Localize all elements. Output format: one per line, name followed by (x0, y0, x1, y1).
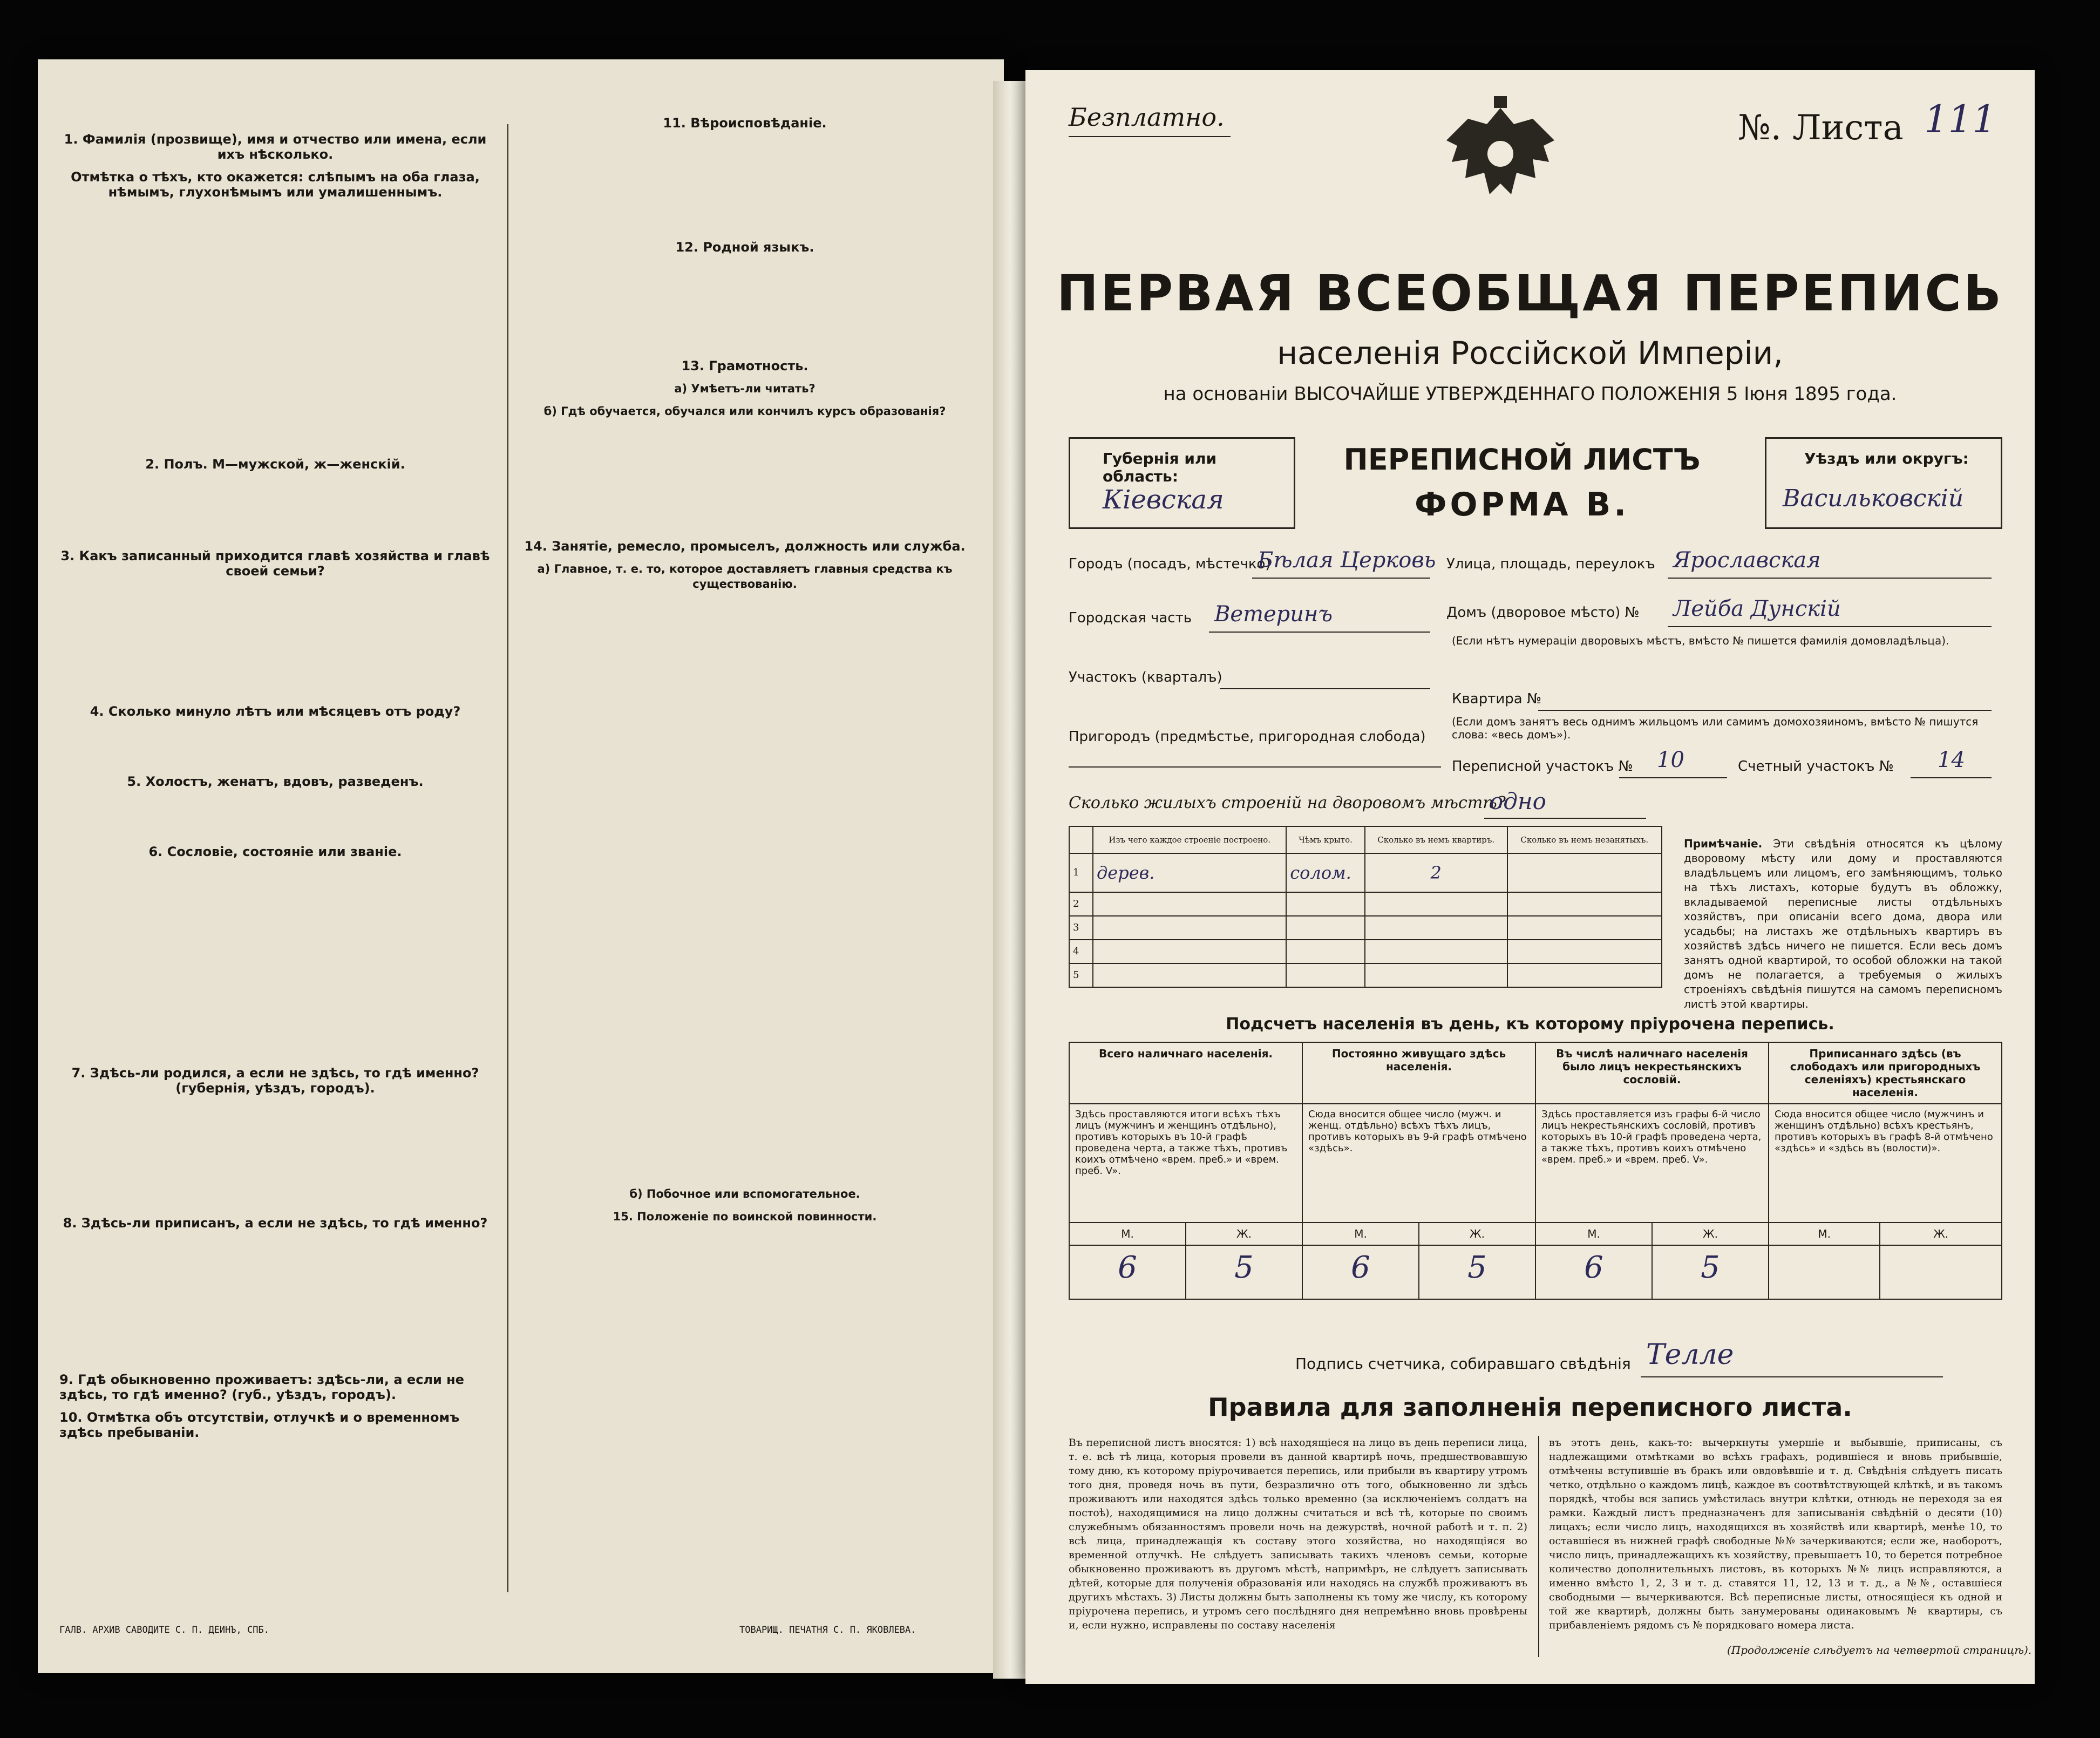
col-roof: Чѣмъ крыто. (1286, 826, 1365, 853)
male-header: М. (1769, 1223, 1880, 1245)
form-title: ПЕРЕПИСНОЙ ЛИСТЪ (1343, 443, 1701, 477)
note-title: Примѣчаніе. (1684, 837, 1763, 850)
heading-2: 2. Полъ. М—мужской, ж—женскій. (145, 457, 405, 472)
heading-4: 4. Сколько минуло лѣтъ или мѣсяцевъ отъ роду? (90, 704, 461, 719)
uninhabited-cell[interactable] (1507, 940, 1662, 963)
pop-value[interactable]: 5 (1186, 1245, 1302, 1299)
right-page-census-form (1025, 70, 2035, 1684)
heading-13b: б) Гдѣ обучается, обучался или кончилъ курсъ образованія? (543, 405, 946, 418)
field-underline (1209, 632, 1430, 633)
heading-9: 9. Гдѣ обыкновенно проживаетъ: здѣсь-ли, а если не здѣсь, то гдѣ именно? (губ., уѣздъ, городъ). (59, 1372, 465, 1402)
field-underline (1668, 578, 1992, 579)
heading-1b: Отмѣтка о тѣхъ, кто окажется: слѣпымъ на оба глаза, нѣмымъ, глухонѣмымъ или умалишеннымъ. (71, 169, 480, 200)
instructions-column-2 (524, 108, 966, 1581)
heading-8: 8. Здѣсь-ли приписанъ, а если не здѣсь, то гдѣ именно? (63, 1216, 488, 1231)
heading-11: 11. Вѣроисповѣданіе. (663, 116, 827, 131)
note-text: Эти свѣдѣнія относятся къ цѣлому дворовому мѣсту или дому и проставляются владѣльцемъ или лицомъ, его замѣняющимъ, только на тѣхъ листахъ, которые будутъ въ обложку, вкладываемой переписные листы отдѣльныхъ хозяйствъ, при описаніи всего дома, двора или усадьбы; на листахъ же отдѣльныхъ квартиръ въ хозяйствѣ здѣсь ничего не пишется. Если весь домъ занятъ одной квартирой, то особой обложки на такой домъ не полагается, а требуемыя о жилыхъ строеніяхъ свѣдѣнія пишутся на самомъ переписномъ листѣ этой квартиры. (1684, 837, 2002, 1010)
pop-value[interactable]: 6 (1302, 1245, 1419, 1299)
rules-title: Правила для заполненія переписного листа. (1208, 1393, 1852, 1422)
col-material: Изъ чего каждое строеніе построено. (1093, 826, 1286, 853)
pop-col3-text: Здѣсь проставляется изъ графы 6-й число лицъ некрестьянскихъ сословій, противъ которыхъ въ 10-й графѣ проведена черта, а также тѣхъ, противъ коихъ отмѣчено «врем. преб.» и «врем. преб. V». (1535, 1104, 1769, 1223)
province-box (1069, 437, 1295, 529)
roof-cell[interactable] (1286, 963, 1365, 987)
field-underline (1069, 766, 1441, 768)
instructions-column-1 (59, 124, 491, 1581)
row-number: 5 (1069, 963, 1093, 987)
precinct-label: Участокъ (кварталъ) (1069, 669, 1222, 685)
pop-col4-text: Сюда вносится общее число (мужчинъ и женщинъ отдѣльно) всѣхъ крестьянъ, противъ которыхъ въ графѣ 8-й отмѣчено «здѣсь» и «здѣсь въ (волости)». (1769, 1104, 2002, 1223)
district-value[interactable]: Васильковскій (1783, 485, 1964, 512)
inhabited-cell[interactable] (1365, 916, 1507, 940)
roof-cell[interactable] (1286, 940, 1365, 963)
city-label: Городъ (посадъ, мѣстечко) (1069, 556, 1271, 572)
continued-note: (Продолженіе слѣдуетъ на четвертой страницѣ). (1727, 1644, 2032, 1656)
street-label: Улица, площадь, переулокъ (1446, 556, 1655, 572)
inhabited-cell[interactable] (1365, 963, 1507, 987)
field-underline (1619, 777, 1727, 778)
city-part-label: Городская часть (1069, 610, 1192, 626)
pop-value[interactable]: 5 (1652, 1245, 1769, 1299)
heading-3: 3. Какъ записанный приходится главѣ хозяйства и главѣ своей семьи? (60, 548, 490, 579)
buildings-note (1684, 837, 2002, 1011)
field-underline (1911, 777, 1992, 778)
field-underline (1220, 688, 1430, 689)
province-label: Губернія или область: (1103, 450, 1217, 485)
signature-line (1641, 1376, 1943, 1377)
row-number: 3 (1069, 916, 1093, 940)
buildings-table (1069, 826, 1662, 988)
buildings-answer[interactable]: одно (1490, 788, 1546, 814)
free-label: Безплатно. (1069, 103, 1225, 132)
page-title: ПЕРВАЯ ВСЕОБЩАЯ ПЕРЕПИСЬ (1056, 264, 2004, 322)
sheet-number-value: 111 (1924, 97, 1996, 141)
material-cell[interactable] (1093, 892, 1286, 916)
house-note: (Если нѣтъ нумераціи дворовыхъ мѣстъ, вмѣсто № пишется фамилія домовладѣльца). (1452, 634, 1949, 647)
rules-right-column: въ этотъ день, какъ-то: вычеркнуты умершіе и выбывшіе, приписаны, съ надлежащими отмѣтками во всѣхъ графахъ, родившіеся и вновь прибывшіе, отмѣчены вступившіе въ бракъ или овдовѣвшіе и т. д. Свѣдѣнія слѣдуетъ писать четко, отдѣльно о каждомъ лицѣ, каждое въ соотвѣтствующей клѣткѣ, и въ такомъ порядкѣ, чтобы вся запись умѣстилась внутри клѣтки, отнюдь не переходя за ея рамки. Каждый листъ предназначенъ для записыванія свѣдѣній о десяти (10) лицахъ; если число лицъ, находящихся въ хозяйствѣ или квартирѣ, менѣе 10, то оставшіеся въ нижней графѣ свободные №№ зачеркиваются; если же, наоборотъ, число лицъ, принадлежащихъ къ хозяйству, превышаетъ 10, то берется потребное количество дополнительныхъ листовъ, въ которыхъ №№ лицъ исправляются, а именно вмѣсто 1, 2, 3 и т. д. ставятся 11, 12, 13 и т. д., а №№, оставшіеся свободными — вычеркиваются. Всѣ переписные листы, относящіеся къ одной и той же квартирѣ, должны быть занумерованы одинаковымъ № квартиры, съ прибавленіемъ рядомъ съ № порядковаго номера листа. (1549, 1437, 2002, 1631)
heading-7: 7. Здѣсь-ли родился, а если не здѣсь, то гдѣ именно? (губернія, уѣздъ, городъ). (71, 1065, 479, 1096)
field-underline (1484, 818, 1646, 819)
census-district-label: Переписной участокъ № (1452, 758, 1633, 775)
heading-6: 6. Сословіе, состояніе или званіе. (148, 844, 402, 859)
male-header: М. (1302, 1223, 1419, 1245)
body-text (59, 204, 491, 219)
inhabited-cell[interactable] (1365, 940, 1507, 963)
count-district-label: Счетный участокъ № (1738, 758, 1894, 775)
heading-13a: а) Умѣетъ-ли читать? (674, 382, 815, 395)
form-letter: ФОРМА В. (1414, 486, 1630, 524)
legal-basis: на основаніи ВЫСОЧАЙШЕ УТВЕРЖДЕННАГО ПОЛОЖЕНІЯ 5 Іюня 1895 года. (1163, 383, 1897, 405)
female-header: Ж. (1880, 1223, 2002, 1245)
row-number: 1 (1069, 853, 1093, 892)
district-box (1765, 437, 2002, 529)
rules-left-column: Въ переписной листъ вносятся: 1) всѣ находящіеся на лицо въ день переписи лица, т. е. всѣ тѣ лица, которыя провели въ данной квартирѣ ночь, предшествовавшую тому дню, къ которому пріурочивается перепись, или прибыли въ квартиру утромъ того дня, проведя ночь въ пути, безразлично отъ того, обыкновенно ли здѣсь проживаютъ или находятся здѣсь только временно (за исключеніемъ солдатъ на постоѣ), находящимися на лицо должны считаться и всѣ тѣ, которые по своимъ служебнымъ обязанностямъ провели ночь на дежурствѣ, ночной работѣ и т. п. 2) всѣ лица, принадлежащія къ составу этого хозяйства, но находящіяся во временной отлучкѣ. Не слѣдуетъ записывать такихъ членовъ семьи, которые обыкновенно проживаютъ въ другомъ мѣстѣ, напримѣръ, не слѣдуетъ записывать дѣтей, которые для полученія образованія или находясь на службѣ проживаютъ въ другихъ мѣстахъ. 3) Листы должны быть заполнены къ тому же числу, къ которому пріурочена перепись, и утромъ сего послѣдняго дня непремѣнно вновь провѣрены и, если нужно, исправлены по составу населенія (1069, 1437, 1527, 1631)
row-number: 2 (1069, 892, 1093, 916)
pop-col1-head: Всего наличнаго населенія. (1069, 1042, 1302, 1104)
city-value[interactable]: Бѣлая Церковь (1258, 548, 1436, 573)
heading-14b: б) Побочное или вспомогательное. (629, 1187, 860, 1200)
sheet-number-label: №. Листа (1738, 108, 1904, 148)
imperial-eagle-emblem (1436, 92, 1565, 216)
pop-col2-head: Постоянно живущаго здѣсь населенія. (1302, 1042, 1535, 1104)
female-header: Ж. (1186, 1223, 1302, 1245)
material-cell[interactable]: дерев. (1093, 853, 1286, 892)
column-divider (507, 124, 508, 1592)
material-cell[interactable] (1093, 963, 1286, 987)
buildings-question: Сколько жилыхъ строеній на дворовомъ мѣстѣ? (1069, 793, 1506, 812)
pop-value[interactable]: 5 (1419, 1245, 1535, 1299)
page-subtitle: населенія Россійской Имперіи, (1277, 335, 1783, 371)
census-district-value[interactable]: 10 (1657, 748, 1684, 772)
female-header: Ж. (1419, 1223, 1535, 1245)
col-inhabited: Сколько въ немъ квартиръ. (1365, 826, 1507, 853)
pop-value[interactable] (1769, 1245, 1880, 1299)
uninhabited-cell[interactable] (1507, 916, 1662, 940)
population-title: Подсчетъ населенія въ день, къ которому пріурочена перепись. (1226, 1015, 1834, 1034)
signature-label: Подпись счетчика, собиравшаго свѣдѣнія (1295, 1355, 1631, 1373)
street-value[interactable]: Ярославская (1673, 548, 1821, 573)
material-cell[interactable] (1093, 940, 1286, 963)
col-no (1069, 826, 1093, 853)
field-underline (1538, 710, 1992, 711)
uninhabited-cell[interactable] (1507, 853, 1662, 892)
roof-cell[interactable]: солом. (1286, 853, 1365, 892)
province-value[interactable]: Кіевская (1103, 485, 1224, 515)
pop-col1-text: Здѣсь проставляются итоги всѣхъ тѣхъ лицъ (мужчинъ и женщинъ отдѣльно), противъ которыхъ въ 10-й графѣ проведена черта, а также тѣхъ, противъ коихъ отмѣчено «врем. преб.» и «врем. преб. V». (1069, 1104, 1302, 1223)
text-block (59, 222, 491, 449)
pop-col4-head: Приписаннаго здѣсь (въ слободахъ или пригородныхъ селеніяхъ) крестьянскаго населенія. (1769, 1042, 2002, 1104)
female-header: Ж. (1652, 1223, 1769, 1245)
heading-13: 13. Грамотность. (681, 358, 808, 374)
house-value[interactable]: Лейба Дунскій (1673, 596, 1841, 621)
pop-col2-text: Сюда вносится общее число (мужч. и женщ. отдѣльно) всѣхъ тѣхъ лицъ, противъ которыхъ въ 9-й графѣ отмѣчено «здѣсь». (1302, 1104, 1535, 1223)
left-page-instructions (38, 59, 1004, 1673)
apartment-label: Квартира № (1452, 691, 1542, 707)
field-underline (1252, 578, 1430, 579)
material-cell[interactable] (1093, 916, 1286, 940)
printer-imprint-left: ГАЛВ. АРХИВ САВОДИТЕ С. П. ДЕИНЪ, СПБ. (59, 1625, 269, 1635)
uninhabited-cell[interactable] (1507, 892, 1662, 916)
heading-1: 1. Фамилія (прозвище), имя и отчество или имена, если ихъ нѣсколько. (64, 132, 487, 162)
heading-10: 10. Отмѣтка объ отсутствіи, отлучкѣ и о временномъ здѣсь пребываніи. (59, 1410, 460, 1440)
signature-value[interactable]: Телле (1646, 1339, 1734, 1371)
heading-14a: а) Главное, т. е. то, которое доставляетъ главныя средства къ существованію. (537, 562, 953, 590)
pop-col3-head: Въ числѣ наличнаго населенія было лицъ некрестьянскихъ сословій. (1535, 1042, 1769, 1104)
roof-cell[interactable] (1286, 892, 1365, 916)
district-label: Уѣздъ или округъ: (1804, 450, 1969, 467)
field-underline (1668, 626, 1992, 627)
inhabited-cell[interactable]: 2 (1365, 853, 1507, 892)
rules-divider (1538, 1436, 1539, 1657)
roof-cell[interactable] (1286, 916, 1365, 940)
population-table (1069, 1042, 2002, 1300)
city-part-value[interactable]: Ветеринъ (1214, 602, 1333, 627)
col-uninhabited: Сколько въ немъ незанятыхъ. (1507, 826, 1662, 853)
uninhabited-cell[interactable] (1507, 963, 1662, 987)
heading-14: 14. Занятіе, ремесло, промыселъ, должность или служба. (524, 539, 966, 554)
pop-value[interactable]: 6 (1069, 1245, 1186, 1299)
count-district-value[interactable]: 14 (1938, 748, 1965, 772)
male-header: М. (1069, 1223, 1186, 1245)
pop-value[interactable] (1880, 1245, 2002, 1299)
row-number: 4 (1069, 940, 1093, 963)
house-label: Домъ (дворовое мѣсто) № (1446, 605, 1640, 621)
printer-imprint-right: ТОВАРИЩ. ПЕЧАТНЯ С. П. ЯКОВЛЕВА. (739, 1625, 916, 1635)
suburb-label: Пригородъ (предмѣстье, пригородная слобода) (1069, 729, 1426, 745)
male-header: М. (1535, 1223, 1652, 1245)
heading-12: 12. Родной языкъ. (675, 240, 814, 255)
underline (1069, 136, 1231, 137)
pop-value[interactable]: 6 (1535, 1245, 1652, 1299)
heading-5: 5. Холостъ, женатъ, вдовъ, разведенъ. (127, 774, 424, 789)
heading-15: 15. Положеніе по воинской повинности. (613, 1210, 877, 1223)
apartment-note: (Если домъ занятъ весь однимъ жильцомъ или самимъ домохозяиномъ, вмѣсто № пишутся слова: «весь домъ»). (1452, 715, 1979, 741)
inhabited-cell[interactable] (1365, 892, 1507, 916)
